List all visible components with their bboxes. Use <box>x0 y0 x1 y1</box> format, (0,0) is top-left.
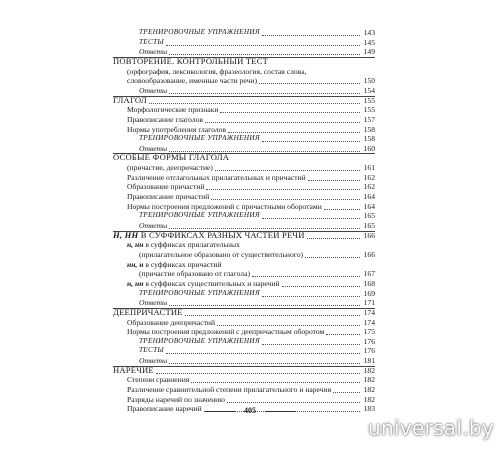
toc-entry-title: ОСОБЫЕ ФОРМЫ ГЛАГОЛА <box>113 152 230 163</box>
toc-entry-page: 160 <box>363 143 375 153</box>
toc-entry-rest: в суффиксах существительных и наречий <box>143 278 280 288</box>
folio-rule-right <box>265 411 295 412</box>
toc-entry-page: 155 <box>363 95 375 105</box>
toc-entry-title: Правописание причастий <box>127 192 210 202</box>
section-divider <box>113 308 375 309</box>
toc-entry-page: 175 <box>363 327 375 337</box>
toc-entry-page: 161 <box>363 163 375 173</box>
toc-entry-title: ТРЕНИРОВОЧНЫЕ УПРАЖНЕНИЯ <box>139 336 260 345</box>
toc-entry-page: 176 <box>363 346 375 356</box>
section-divider <box>113 366 375 367</box>
watermark: universal.by <box>368 416 494 440</box>
toc-entry-page: 166 <box>363 249 375 259</box>
page-number <box>205 405 295 417</box>
toc-entry-page: 181 <box>363 356 375 366</box>
toc-entry-page: 182 <box>363 365 375 375</box>
toc-entry-title: ТРЕНИРОВОЧНЫЕ УПРАЖНЕНИЯ <box>139 28 260 36</box>
toc-entry-rest: в суффиксах причастий <box>143 259 222 269</box>
page-number-text: 405 <box>244 406 256 415</box>
toc-entry-title: НАРЕЧИЕ <box>113 364 154 375</box>
toc-entry-rest: В СУФФИКСАХ РАЗНЫХ ЧАСТЕЙ РЕЧИ <box>138 229 305 240</box>
toc-entry-title: ТРЕНИРОВОЧНЫЕ УПРАЖНЕНИЯ <box>139 288 260 297</box>
toc-entry-page: 165 <box>363 221 375 230</box>
toc-entry-page: 167 <box>363 269 375 279</box>
toc-entry-title: Правописание глаголов <box>127 114 204 124</box>
toc-entry-title: (причастие образовано от глагола) <box>139 269 250 279</box>
toc-entry-title: Разряды наречий по значению <box>127 394 225 404</box>
toc-entry-page: 169 <box>363 288 375 298</box>
section-divider <box>113 153 375 154</box>
toc-entry-title: Нормы построения предложений с причастными оборотами <box>127 201 322 211</box>
toc-entry-page: 150 <box>363 76 375 86</box>
toc-entry-title: ТРЕНИРОВОЧНЫЕ УПРАЖНЕНИЯ <box>139 211 260 220</box>
toc-entry-title: Нормы употребления глаголов <box>127 124 226 134</box>
section-divider <box>113 96 375 97</box>
toc-entry-emphasis: Н, НН <box>113 229 139 240</box>
toc-entry-title: словообразование, именные части речи) <box>127 76 257 86</box>
toc-leader <box>307 228 360 239</box>
toc-entry-title: ТЕСТЫ <box>139 346 164 355</box>
toc-entry-title: Ответы <box>139 298 168 308</box>
toc-entry-page: 182 <box>363 375 375 385</box>
toc-leader <box>305 247 360 258</box>
toc-entry-title: Нормы построения предложений с деепричастным оборотом <box>127 327 325 337</box>
toc-entry-title: (прилагательное образовано от существительного) <box>139 249 304 259</box>
toc-entry-page: 183 <box>363 404 375 414</box>
toc-entry-title: (причастие, деепричастие) <box>127 163 213 173</box>
toc-entry-page: 176 <box>363 336 375 346</box>
toc-entry-emphasis: нн, н <box>127 259 144 269</box>
toc-entry-page: 171 <box>363 298 375 308</box>
section-divider <box>113 231 375 232</box>
toc-entry-page: 182 <box>363 385 375 395</box>
toc-entry-title: Ответы <box>139 221 168 230</box>
toc-entry-page: 155 <box>363 105 375 115</box>
toc-entry-page: 166 <box>363 230 375 240</box>
toc-entry-title: ТЕСТЫ <box>139 37 164 46</box>
toc-leader <box>169 44 360 55</box>
toc-entry-title: Ответы <box>139 47 168 57</box>
toc-entry-emphasis: н, нн <box>127 278 144 288</box>
toc-entry-title: ТРЕНИРОВОЧНЫЕ УПРАЖНЕНИЯ <box>139 134 260 143</box>
section-divider <box>113 57 375 58</box>
toc-entry-page: 162 <box>363 172 375 182</box>
toc-entry-page: 158 <box>363 124 375 134</box>
toc-entry-page: 164 <box>363 192 375 202</box>
toc-entry-title: Степени сравнения <box>127 375 190 385</box>
toc-entry-page: 174 <box>363 307 375 317</box>
toc-entry-page: 149 <box>363 47 375 57</box>
toc-entry-page: 157 <box>363 114 375 124</box>
toc-entry-title: Образование деепричастий <box>127 317 216 327</box>
toc-entry-title: (орфография, лексикология, фразеология, состав слова, <box>127 66 307 76</box>
toc-entry-title: Морфологические признаки <box>127 105 219 115</box>
toc-entry-page: 168 <box>363 278 375 288</box>
toc-entry-title: Различение отглагольных прилагательных и причастий <box>127 172 306 182</box>
toc-entry-title: ПОВТОРЕНИЕ. КОНТРОЛЬНЫЙ ТЕСТ <box>113 55 269 66</box>
toc-entry-page: 154 <box>363 85 375 95</box>
toc-entry-title: Различение сравнительной степени прилагательного и наречия <box>127 385 332 395</box>
toc-leader <box>169 141 360 152</box>
toc-entry-title: ДЕЕПРИЧАСТИЕ <box>113 306 183 317</box>
toc-entry-page: 162 <box>363 182 375 192</box>
toc-entry-page: 143 <box>363 28 375 37</box>
toc-entry-rest: в суффиксах прилагательных <box>143 240 240 250</box>
toc-entry-title: Правописание наречий <box>127 404 202 414</box>
toc-entry-title: Образование причастий <box>127 182 205 192</box>
toc-entry-page: 145 <box>363 37 375 47</box>
toc-entry-title: ГЛАГОЛ <box>113 94 147 105</box>
toc-entry-page: 165 <box>363 211 375 221</box>
toc-entry-page: 164 <box>363 201 375 211</box>
toc-entry-title: Ответы <box>139 356 168 366</box>
toc-entry-page: 158 <box>363 134 375 144</box>
toc-entry-title: Ответы <box>139 143 168 153</box>
toc-entry-page: 174 <box>363 317 375 327</box>
toc-entry-page: 182 <box>363 394 375 404</box>
toc-entry-emphasis: н, нн <box>127 240 144 250</box>
toc-entry-title: Ответы <box>139 85 168 95</box>
